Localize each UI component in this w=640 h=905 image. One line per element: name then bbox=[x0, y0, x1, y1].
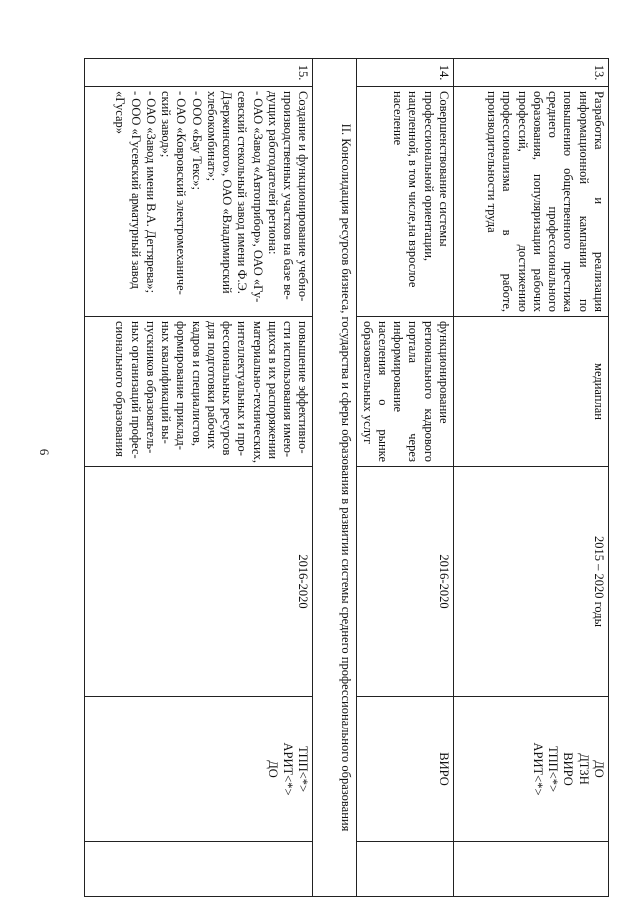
text-line: производственных участков на базе ве- bbox=[281, 91, 296, 300]
executor: АРИТ<*> bbox=[281, 742, 296, 796]
text-line: сионального образования bbox=[113, 321, 128, 457]
text-line: интеллектуальных и про- bbox=[235, 321, 250, 456]
rotated-page-content bbox=[77, 58, 609, 896]
executor: ТПП<*> bbox=[546, 745, 561, 793]
text-line: кадров и специалистов, bbox=[189, 321, 204, 447]
period-cell: 2016-2020 bbox=[357, 467, 454, 697]
executor: ДО bbox=[266, 760, 280, 778]
executor: ДО bbox=[592, 760, 606, 778]
text-line: ных организаций профес- bbox=[128, 321, 143, 459]
text-line: Дзержинского», ОАО «Владимирский bbox=[220, 91, 235, 294]
text-line: материально-технических, bbox=[250, 321, 265, 464]
text-line: хлебокомбинат»; bbox=[205, 91, 219, 182]
text-line: пускников образователь- bbox=[144, 321, 158, 454]
executor: АРИТ<*> bbox=[531, 742, 545, 796]
text-line: дущих работодателей региона: bbox=[266, 91, 280, 255]
table-row bbox=[357, 59, 454, 897]
activity-cell bbox=[85, 87, 313, 317]
executor: ВИРО bbox=[437, 752, 451, 786]
text-line: Создание и функционирование учебно- bbox=[296, 91, 311, 302]
result-cell: функционирование регионального кадрового портала через информирование населения о рынке образовательных услуг bbox=[357, 317, 454, 467]
text-line: сти использования имею- bbox=[281, 321, 296, 458]
text-line: для подготовки рабочих bbox=[205, 321, 219, 449]
table-row bbox=[454, 59, 609, 897]
period-cell: 2015 – 2020 годы bbox=[454, 467, 609, 697]
result-cell bbox=[85, 317, 313, 467]
executors-cell bbox=[454, 697, 609, 842]
period-cell: 2016-2020 bbox=[85, 467, 313, 697]
table-row bbox=[85, 59, 313, 897]
executor: ДТЗН bbox=[576, 753, 591, 785]
text-line: - ОАО «Ковровский электромеханиче- bbox=[174, 91, 189, 295]
text-line: щихся в их распоряжении bbox=[266, 321, 280, 460]
text-line: «Гусар» bbox=[113, 91, 128, 134]
result-cell: медиаплан bbox=[454, 317, 609, 467]
activity-cell: Разработка и реализация информационной кампании по повышению общественного престижа среднего профессионального образования, популяризации рабочих профессий, достижению профессионализма в работе, производительности труда bbox=[454, 87, 609, 317]
text-line: - ООО «Гусевский арматурный завод bbox=[128, 91, 143, 289]
section-title: II. Консолидация ресурсов бизнеса, государства и сферы образования в развитии системы среднего профессионального образования bbox=[313, 59, 357, 897]
text-line: формирование приклад- bbox=[174, 321, 189, 450]
executor: ВИРО bbox=[561, 752, 576, 786]
empty-cell bbox=[454, 842, 609, 897]
text-line: - ООО «Бау Текс»; bbox=[189, 91, 204, 190]
row-number: 15. bbox=[85, 59, 313, 87]
text-line: фессиональных ресурсов bbox=[220, 321, 235, 456]
activity-cell: Совершенствование системы профессиональной ориентации, нацеленной, в том числе,на взрослое население bbox=[357, 87, 454, 317]
empty-cell bbox=[357, 842, 454, 897]
executor: ТПП<*> bbox=[296, 745, 311, 793]
executors-cell bbox=[85, 697, 313, 842]
empty-cell bbox=[85, 842, 313, 897]
page-number: 6 bbox=[37, 448, 52, 456]
activities-table bbox=[85, 58, 610, 897]
text-line: - ОАО «Завод имени В.А. Дегтярева»; bbox=[144, 91, 158, 294]
row-number: 13. bbox=[454, 59, 609, 87]
text-line: - ОАО «Завод «Автоприбор», ОАО «Гу- bbox=[250, 91, 265, 303]
text-line: ных квалификаций вы- bbox=[159, 321, 174, 444]
text-line: повышение эффективно- bbox=[296, 321, 311, 454]
row-number: 14. bbox=[357, 59, 454, 87]
text-line: севский стекольный завод имени Ф.Э. bbox=[235, 91, 250, 294]
text-line: ский завод»; bbox=[159, 91, 174, 158]
section-header-row bbox=[313, 59, 357, 897]
executors-cell bbox=[357, 697, 454, 842]
